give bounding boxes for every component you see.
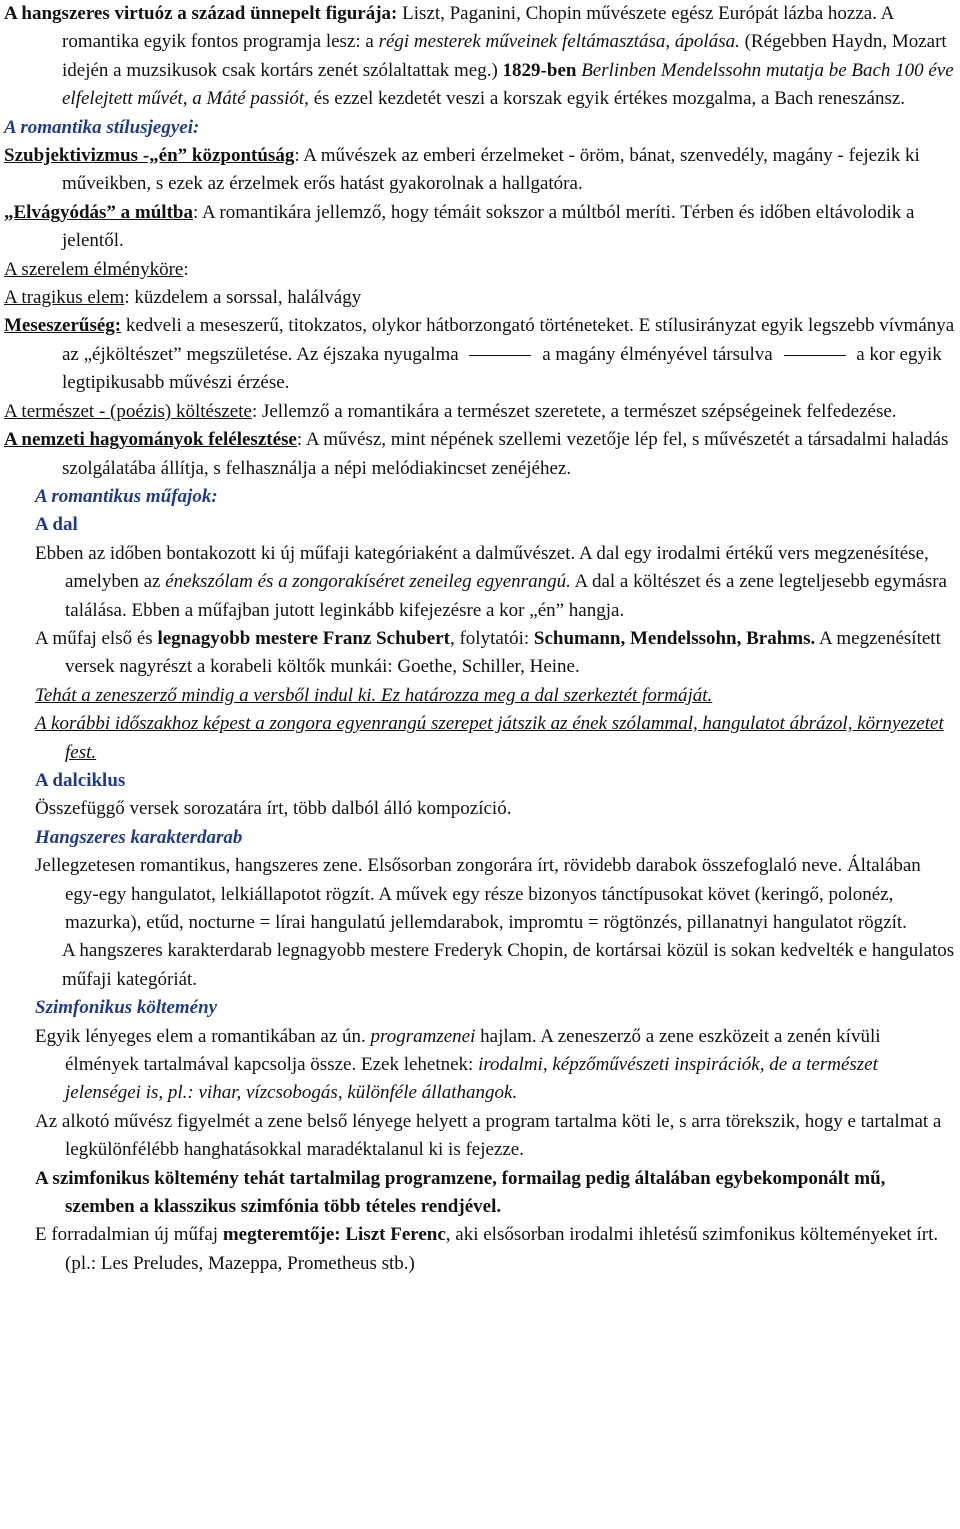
liszt-bold: megteremtője: Liszt Ferenc — [222, 1224, 446, 1246]
dal-text-2: A dal a költészet és a zene legteljesebb egymásra találása. Ebben a műfajban jutott leginkább kifejezésre a kor „én” hangja. — [65, 571, 947, 621]
subjektivizmus-label: Szubjektivizmus -„én” központúság — [4, 145, 295, 167]
mendelssohn-italic: Berlinben Mendelssohn mutatja be Bach 100 éve elfelejtett művét, a Máté passiót, — [62, 59, 954, 110]
em-dash-line-2 — [784, 355, 846, 356]
dal-heading: A dal — [35, 514, 78, 536]
dal-paragraph-3: Tehát a zeneszerző mindig a versből indul ki. Ez határozza meg a dal szerkeztét formáját. — [35, 684, 713, 706]
karakterdarab-paragraph-1: Jellegzetesen romantikus, hangszeres zene. Elsősorban zongorára írt, rövidebb darabok összefoglaló neve. Általában egy-egy hangulatot, lelkiállapotot rögzít. A művek egy része bizonyos tánctípusokat követ (keringő, polonéz, mazurka), etűd, nocturne = lírai hangulatú jellemdarabok, impromtu = rögtönzés, pillanatnyi hangulatot rögzít. — [35, 855, 921, 933]
mese-text-2: a magány élményével társulva — [537, 343, 778, 365]
szimfonikus-paragraph-2: Az alkotó művész figyelmét a zene belső lényege helyett a program tartalma köti le, s arra törekszik, hogy e tartalmat a legkülönfélébb hanghatásokkal maradéktalanul ki is fejezze. — [35, 1110, 942, 1161]
nemzeti-label: A nemzeti hagyományok felélesztése — [4, 429, 297, 451]
dal-italic: énekszólam és a zongorakíséret zeneileg egyenrangú. — [165, 571, 571, 593]
intro-text-2: (Régebben Haydn, Mozart idején a muzsikusok csak kortárs zenét szólaltattak meg.) — [62, 31, 947, 81]
szimf-text-2: hajlam. A zeneszerző a zene eszközeit a zenén kívüli élmények tartalmával kapcsolja össze. Ezek lehetnek: — [65, 1025, 881, 1076]
schubert-bold: legnagyobb mestere Franz Schubert — [157, 627, 450, 649]
karakterdarab-heading: Hangszeres karakterdarab — [35, 826, 243, 848]
dal-p2-text-3: A megzenésített versek nagyrészt a korabeli költők munkái: Goethe, Schiller, Heine. — [65, 627, 941, 678]
szerelem-label: A szerelem élményköre — [4, 258, 184, 280]
tragikus-text: : küzdelem a sorssal, halálvágy — [124, 287, 362, 309]
virtuoz-heading: A hangszeres virtuóz a század ünnepelt figurája: — [4, 3, 398, 24]
dal-p2-text-2: , folytatói: — [449, 627, 534, 649]
szimf-p4-text-2: , aki elsősorban irodalmi ihletésű szimfonikus költeményeket írt. (pl.: Les Preludes, Mazeppa, Prometheus stb.) — [65, 1224, 939, 1274]
dal-text-1: Ebben az időben bontakozott ki új műfaji kategóriaként a dalművészet. A dal egy irodalmi értékű vers megzenésítése, amelyben az — [35, 542, 929, 593]
dal-paragraph-2 — [4, 625, 956, 682]
subjektivizmus-paragraph — [4, 142, 956, 199]
style-heading: A romantika stílusjegyei: — [4, 116, 200, 138]
dalciklus-heading: A dalciklus — [35, 769, 126, 791]
termeszet-label: A természet - (poézis) költészete — [4, 400, 252, 422]
nemzeti-text: : A művész, mint népének szellemi vezetője lép fel, s művészetét a társadalmi haladás szolgálatába állítja, s felhasználja a népi melódiakincset zenéjéhez. — [62, 429, 949, 479]
em-dash-line-1 — [469, 355, 531, 356]
intro-italic: régi mesterek műveinek feltámasztása, ápolása. — [378, 31, 740, 53]
subj-colon: : — [294, 145, 300, 167]
szerelem-colon: : — [183, 258, 189, 280]
tragikus-label: A tragikus elem — [4, 287, 125, 309]
intro-text: Liszt, Paganini, Chopin művészete egész Európát lázba hozza. A romantika egyik fontos programja lesz: a — [62, 3, 894, 53]
szimfonikus-paragraph-3: A szimfonikus költemény tehát tartalmilag programzene, formailag pedig általában egybekomponált mű, szemben a klasszikus szimfónia több tételes rendjével. — [35, 1167, 886, 1218]
szimfonikus-paragraph-1 — [4, 1023, 956, 1108]
dal-paragraph-1 — [4, 540, 956, 625]
mufajok-heading: A romantikus műfajok: — [35, 485, 218, 507]
dal-p2-text-1: A műfaj első és — [35, 627, 158, 649]
termeszet-text: : Jellemző a romantikára a természet szeretete, a természet szépségeinek felfedezése. — [251, 400, 897, 422]
dalciklus-text: Összefüggő versek sorozatára írt, több dalból álló kompozíció. — [35, 798, 512, 820]
subjektivizmus-text: A művészek az emberi érzelmeket - öröm, bánat, szenvedély, magány - fejezik ki műveikben, s ezek az érzelmek erős hatást gyakorolnak a hallgatóra. — [62, 145, 920, 195]
elvagyodas-label: „Elvágyódás” a múltba — [4, 201, 193, 223]
intro-paragraph — [4, 0, 956, 114]
szimfonikus-paragraph-4 — [4, 1221, 956, 1278]
mese-text-3: a kor egyik legtipikusabb művészi érzése. — [62, 343, 942, 394]
karakterdarab-paragraph-2: A hangszeres karakterdarab legnagyobb mestere Frederyk Chopin, de kortársai közül is sokan kedvelték e hangulatos műfaji kategóriát. — [62, 940, 955, 990]
nemzeti-paragraph — [4, 426, 956, 483]
meseszeruseg-paragraph — [4, 312, 956, 397]
year-1829: 1829-ben — [497, 59, 577, 81]
followers-bold: Schumann, Mendelssohn, Brahms. — [533, 627, 816, 649]
elvagyodas-paragraph — [4, 199, 956, 256]
dal-paragraph-4: A korábbi időszakhoz képest a zongora egyenrangú szerepet játszik az ének szólammal, hangulatot ábrázol, környezetet fest. — [35, 713, 944, 763]
intro-text-3: és ezzel kezdetét veszi a korszak egyik értékes mozgalma, a Bach reneszánsz. — [308, 88, 906, 110]
szimfonikus-heading: Szimfonikus költemény — [35, 997, 218, 1019]
szimf-p4-text-1: E forradalmian új műfaj — [35, 1224, 223, 1246]
elvagyodas-text: : A romantikára jellemző, hogy témáit sokszor a múltból meríti. Térben és időben eltávolodik a jelentől. — [62, 201, 915, 252]
termeszet-paragraph — [4, 398, 956, 426]
mese-text-1: kedveli a meseszerű, titokzatos, olykor hátborzongató történeteket. E stílusirányzat egyik legszebb vívmánya az „éjköltészet” megszületése. Az éjszaka nyugalma — [62, 315, 955, 365]
szimf-text-1: Egyik lényeges elem a romantikában az ún. — [35, 1025, 371, 1047]
programzenei-italic: programzenei — [370, 1025, 476, 1047]
szimf-italic-2: irodalmi, képzőművészeti inspirációk, de a természet jelenségei is, pl.: vihar, vízcsobogás, különféle állathangok. — [65, 1054, 878, 1104]
tragikus-paragraph — [4, 284, 956, 312]
meseszeruseg-label: Meseszerűség: — [4, 315, 122, 337]
szerelem-paragraph — [4, 256, 956, 284]
